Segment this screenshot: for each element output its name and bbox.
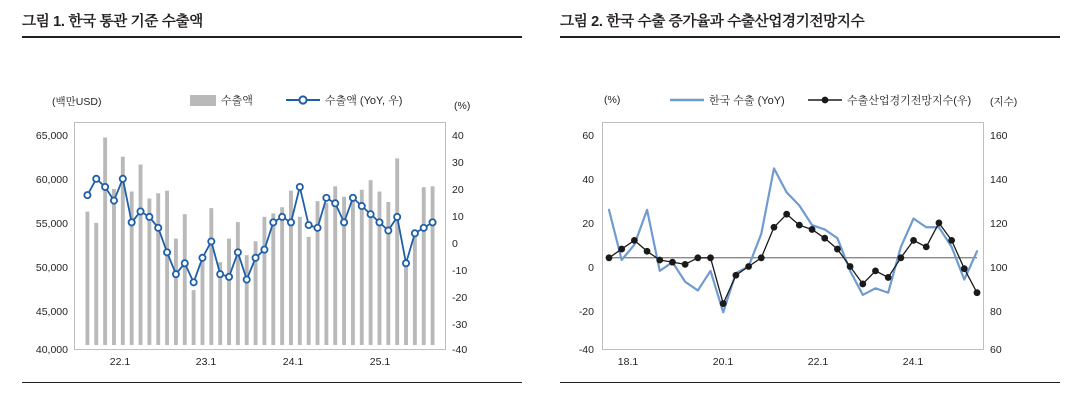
f2-xtick-2: 22.1	[807, 356, 829, 368]
f2-ytick-r-1: 140	[990, 174, 1008, 186]
f2-ytick-r-5: 60	[990, 344, 1002, 356]
figure-1-top-rule	[22, 36, 522, 38]
f1-ytick-r-5: -10	[452, 265, 468, 277]
line-marker-swatch-icon	[808, 94, 842, 106]
figure-2-title: 그림 2. 한국 수출 증가율과 수출산업경기전망지수	[560, 14, 865, 30]
line-swatch-icon	[670, 94, 704, 106]
f1-ytick-l-1: 60,000	[35, 174, 68, 186]
figure-2-legend-line-1	[670, 92, 785, 108]
f2-xtick-0: 18.1	[617, 356, 639, 368]
bar-swatch-icon	[190, 95, 216, 106]
figure-2-right-unit: (지수)	[990, 96, 1018, 108]
line-marker-swatch-icon	[286, 94, 320, 106]
figure-2-left-unit: (%)	[604, 94, 621, 106]
f1-ytick-l-2: 55,000	[35, 218, 68, 230]
f2-xtick-3: 24.1	[902, 356, 924, 368]
f1-xtick-2: 24.1	[282, 356, 304, 368]
f2-ytick-r-0: 160	[990, 130, 1008, 142]
f2-ytick-l-2: 20	[582, 218, 594, 230]
f2-ytick-l-5: -40	[578, 344, 594, 356]
f1-ytick-l-5: 40,000	[35, 344, 68, 356]
figure-1-legend-line-label: 수출액 (YoY, 우)	[325, 95, 403, 107]
figure-2-legend-line-2	[808, 92, 971, 108]
f1-ytick-l-0: 65,000	[35, 130, 68, 142]
figure-1-legend-bar-label: 수출액	[221, 95, 253, 107]
f1-xtick-0: 22.1	[109, 356, 131, 368]
f2-ytick-r-3: 100	[990, 262, 1008, 274]
figure-2-legend-line-2-label: 수출산업경기전망지수(우)	[847, 95, 972, 107]
figure-1-svg	[75, 123, 445, 349]
figure-1-legend-line	[286, 92, 402, 108]
figure-2-plot-area	[602, 122, 984, 350]
f2-ytick-r-2: 120	[990, 218, 1008, 230]
f1-ytick-r-8: -40	[452, 344, 468, 356]
figure-1-panel	[22, 0, 546, 402]
figure-2-top-rule	[560, 36, 1060, 38]
figure-2-legend-line-1-label: 한국 수출 (YoY)	[709, 95, 785, 107]
f1-ytick-r-6: -20	[452, 292, 468, 304]
f2-ytick-l-1: 40	[582, 174, 594, 186]
f1-ytick-l-3: 50,000	[35, 262, 68, 274]
f1-ytick-l-4: 45,000	[35, 306, 68, 318]
figure-1-left-unit: (백만USD)	[52, 96, 102, 108]
figure-1-right-unit: (%)	[454, 100, 471, 112]
f2-ytick-l-0: 60	[582, 130, 594, 142]
f1-ytick-r-0: 40	[452, 130, 464, 142]
f2-ytick-r-4: 80	[990, 306, 1002, 318]
f1-ytick-r-3: 10	[452, 211, 464, 223]
figure-2-svg	[603, 123, 983, 349]
figure-1-title: 그림 1. 한국 통관 기준 수출액	[22, 14, 203, 30]
f1-ytick-r-7: -30	[452, 319, 468, 331]
f2-xtick-1: 20.1	[712, 356, 734, 368]
figure-1-plot-area	[74, 122, 446, 350]
f2-ytick-l-3: 0	[588, 262, 594, 274]
f1-xtick-1: 23.1	[195, 356, 217, 368]
f1-xtick-3: 25.1	[369, 356, 391, 368]
figure-2-bottom-rule	[560, 382, 1060, 383]
figure-2-panel	[560, 0, 1084, 402]
f1-ytick-r-4: 0	[452, 238, 458, 250]
f1-ytick-r-2: 20	[452, 184, 464, 196]
figure-1-legend-bar	[190, 92, 253, 108]
f2-ytick-l-4: -20	[578, 306, 594, 318]
figure-1-bottom-rule	[22, 382, 522, 383]
f1-ytick-r-1: 30	[452, 157, 464, 169]
